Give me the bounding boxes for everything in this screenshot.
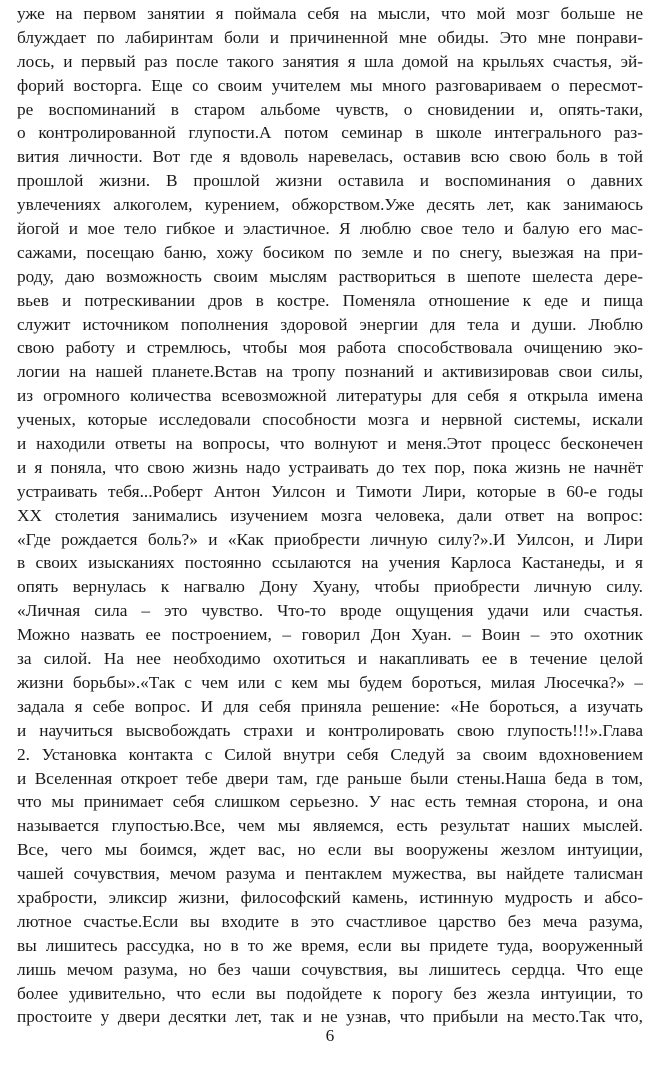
text-line: Все, чего мы боимся, ждет вас, но если вы вооружены жезлом интуиции, [17, 840, 643, 860]
text-line: жизни борьбы».«Так с чем или с кем мы будем бороться, милая Люсечка?» – [17, 672, 643, 692]
text-line: лось, и первый раз после такого занятия я шла домой на крыльях счастья, эй- [17, 51, 643, 71]
text-line: лишь мечом разума, но без чаши сочувствия, вы лишитесь сердца. Что еще [17, 959, 643, 979]
text-line: увлечениях алкоголем, курением, обжорством.Уже десять лет, как занимаюсь [17, 195, 643, 215]
text-line: называется глупостью.Все, чем мы являемся, есть результат наших мыслей. [17, 816, 643, 836]
text-line: ре воспоминаний в старом альбоме чувств, о сновидении и, опять-таки, [17, 99, 643, 119]
text-line: уже на первом занятии я поймала себя на мысли, что мой мозг больше не [17, 4, 643, 23]
text-line: в своих изысканиях постоянно ссылаются на учения Карлоса Кастанеды, и я [17, 553, 643, 573]
text-line: и Вселенная откроет тебе двери там, где раньше были стены.Наша беда в том, [17, 768, 643, 788]
text-line: йогой и мое тело гибкое и эластичное. Я люблю свое тело и балую его мас- [17, 219, 643, 239]
text-line: служит источником пополнения здоровой энергии для тела и души. Люблю [17, 314, 643, 334]
text-line: лютное счастье.Если вы входите в это счастливое царство без меча разума, [17, 911, 643, 931]
text-line: задала я себе вопрос. И для себя приняла решение: «Не бороться, а изучать [17, 696, 643, 716]
text-line: 2. Установка контакта с Силой внутри себя Следуй за своим вдохновением [17, 744, 643, 764]
text-line: «Где рождается боль?» и «Как приобрести личную силу?».И Уилсон, и Лири [17, 529, 643, 549]
text-line: «Личная сила – это чувство. Что-то вроде ощущения удачи или счастья. [17, 601, 643, 621]
text-line: и находили ответы на вопросы, что волнуют и меня.Этот процесс бесконечен [17, 434, 643, 454]
text-line: что мы принимает себя слишком серьезно. У нас есть темная сторона, и она [17, 792, 643, 812]
text-line: устраивать тебя...Роберт Антон Уилсон и Тимоти Лири, которые в 60-е годы [17, 481, 643, 501]
body-text [17, 2, 643, 1029]
text-line: опять вернулась к нагвалю Дону Хуану, чтобы приобрести личную силу. [17, 577, 643, 597]
text-line: роду, даю возможность своим мыслям раствориться в шепоте шелеста дере- [17, 266, 643, 286]
page-number: 6 [325, 1026, 335, 1045]
text-line: более удивительно, что если вы подойдете к порогу без жезла интуиции, то [17, 983, 643, 1003]
text-line: форий восторга. Еще со своим учителем мы много разговариваем о пересмот- [17, 75, 643, 95]
text-line: о контролированной глупости.А потом семинар в школе интегрального раз- [17, 123, 643, 143]
text-line: сажами, посещаю баню, хожу босиком по земле и по снегу, выезжая на при- [17, 242, 643, 262]
text-line: и я поняла, что свою жизнь надо устраивать до тех пор, пока жизнь не начнёт [17, 457, 643, 477]
text-line: прошлой жизни. В прошлой жизни оставила и воспоминания о давних [17, 171, 643, 191]
text-line: ученых, которые исследовали способности мозга и нервной системы, искали [17, 410, 643, 430]
text-line: XX столетия занимались изучением мозга человека, дали ответ на вопрос: [17, 505, 643, 525]
text-line: из огромного количества всевозможной литературы для себя я открыла имена [17, 386, 643, 406]
text-line: вьев и потрескивании дров в костре. Поменяла отношение к еде и пища [17, 290, 643, 310]
text-line: чашей сочувствия, мечом разума и пентаклем мужества, вы найдете талисман [17, 864, 643, 884]
text-line: блуждает по лабиринтам боли и причиненной мне обиды. Это мне понрави- [17, 27, 643, 47]
text-line: вы лишитесь рассудка, но в то же время, если вы придете туда, вооруженный [17, 935, 643, 955]
text-line: вития личности. Вот где я вдоволь наревелась, оставив всю свою боль в той [17, 147, 643, 167]
text-line: и научиться высвобождать страхи и контролировать свою глупость!!!».Глава [17, 720, 643, 740]
text-line: храбрости, эликсир жизни, философский камень, истинную мудрость и абсо- [17, 887, 643, 907]
text-line: свою работу и стремлюсь, чтобы моя работа способствовала очищению эко- [17, 338, 643, 358]
text-line: Можно назвать ее построением, – говорил Дон Хуан. – Воин – это охотник [17, 625, 643, 645]
text-line: логии на нашей планете.Встав на тропу познаний и активизировав свои силы, [17, 362, 643, 382]
text-line: за силой. На нее необходимо охотиться и накапливать ее в течение целой [17, 649, 643, 669]
text-line: простоите у двери десятки лет, так и не узнав, что прибыли на место.Так что, [17, 1007, 643, 1027]
